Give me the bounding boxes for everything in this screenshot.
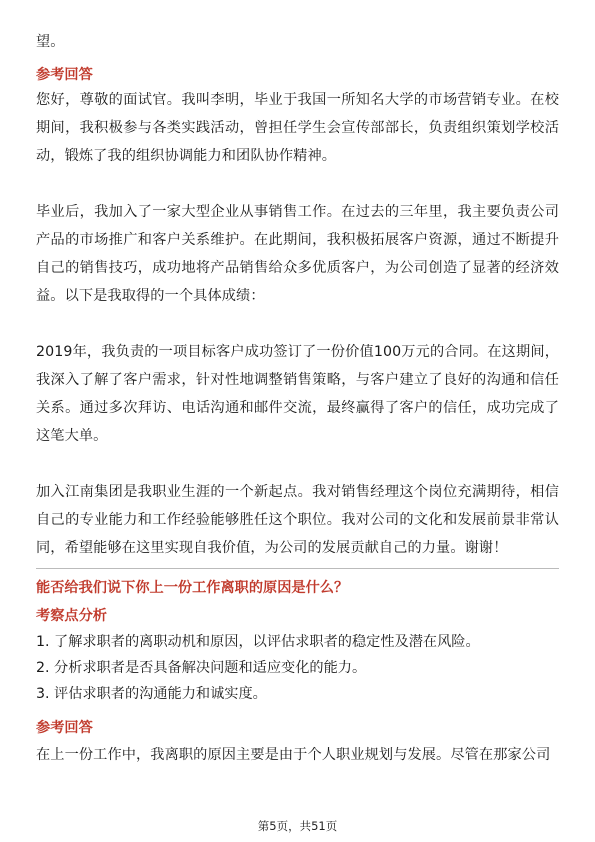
answer-paragraph-1: 您好，尊敬的面试官。我叫李明，毕业于我国一所知名大学的市场营销专业。在校期间，我积极参与各类实践活动，曾担任学生会宣传部部长，负责组织策划学校活动，锻炼了我的组织协调能力和团队协作精神。: [36, 92, 559, 164]
page-footer: 第5页，共51页: [257, 819, 338, 833]
analysis-point-2: 2. 分析求职者是否具备解决问题和适应变化的能力。: [36, 660, 367, 676]
analysis-point-3: 3. 评估求职者的沟通能力和诚实度。: [36, 686, 267, 702]
answer-paragraph-3: 2019年，我负责的一项目标客户成功签订了一份价值100万元的合同。在这期间，我深入了解了客户需求，针对性地调整销售策略，与客户建立了良好的沟通和信任关系。通过多次拜访、电话沟通和邮件交流，最终赢得了客户的信任，成功完成了这笔大单。: [36, 344, 559, 444]
analysis-label: 考察点分析: [36, 608, 107, 624]
answer-label: 参考回答: [36, 67, 93, 83]
continued-text: 望。: [36, 34, 65, 50]
question-title: 能否给我们说下你上一份工作离职的原因是什么？: [36, 580, 349, 596]
answer-label-2: 参考回答: [36, 720, 93, 736]
answer-paragraph-4: 加入江南集团是我职业生涯的一个新起点。我对销售经理这个岗位充满期待，相信自己的专业能力和工作经验能够胜任这个职位。我对公司的文化和发展前景非常认同，希望能够在这里实现自我价值，为公司的发展贡献自己的力量。谢谢！: [36, 484, 559, 556]
answer-paragraph-2: 毕业后，我加入了一家大型企业从事销售工作。在过去的三年里，我主要负责公司产品的市场推广和客户关系维护。在此期间，我积极拓展客户资源，通过不断提升自己的销售技巧，成功地将产品销售给众多优质客户，为公司创造了显著的经济效益。以下是我取得的一个具体成绩：: [36, 204, 559, 304]
answer-2-start: 在上一份工作中，我离职的原因主要是由于个人职业规划与发展。尽管在那家公司: [36, 747, 551, 763]
document-page: [36, 28, 559, 769]
analysis-point-1: 1. 了解求职者的离职动机和原因，以评估求职者的稳定性及潜在风险。: [36, 634, 480, 650]
